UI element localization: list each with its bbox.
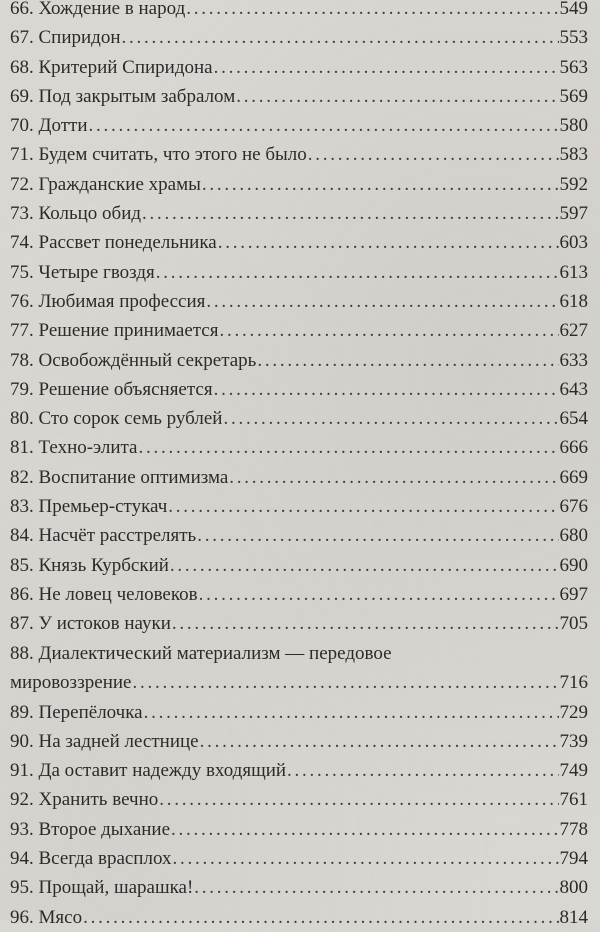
toc-entry-82 [10, 463, 588, 492]
toc-entry-page: 643 [559, 378, 588, 400]
toc-entry-text: Техно-элита [38, 437, 138, 459]
toc-entry-text: У истоков науки [38, 613, 171, 635]
toc-entry-page: 654 [559, 408, 588, 430]
toc-entry-text: Любимая профессия [38, 290, 206, 312]
toc-entry-line [10, 580, 588, 609]
toc-entry-92 [10, 785, 588, 814]
toc-dot-leader [308, 140, 559, 169]
toc-entry-line [10, 0, 588, 23]
toc-entry-title [10, 521, 196, 550]
toc-entry-number: 83. [10, 496, 34, 518]
toc-entry-line [10, 375, 588, 404]
toc-entry-text-line1: Диалектический материализм — передовое [38, 642, 392, 664]
toc-dot-leader [139, 433, 559, 462]
toc-entry-text: Решение принимается [38, 320, 219, 342]
toc-entry-number: 91. [10, 760, 34, 782]
toc-entry-line [10, 815, 588, 844]
toc-entry-text: Второе дыхание [38, 818, 171, 840]
toc-entry-number: 87. [10, 613, 34, 635]
toc-entry-text: Дотти [38, 115, 88, 137]
toc-entry-text: Премьер-стукач [38, 496, 168, 518]
toc-dot-leader [83, 903, 558, 932]
toc-entry-79 [10, 375, 588, 404]
toc-entry-66 [10, 0, 588, 23]
toc-entry-text: Будем считать, что этого не было [38, 144, 307, 166]
toc-entry-line [10, 346, 588, 375]
toc-entry-title [10, 580, 198, 609]
toc-entry-title [10, 375, 213, 404]
toc-entry-page: 697 [559, 583, 588, 605]
toc-entry-70 [10, 111, 588, 140]
toc-entry-title [10, 815, 170, 844]
toc-entry-74 [10, 228, 588, 257]
toc-entry-title [10, 698, 143, 727]
toc-dot-leader [142, 199, 558, 228]
toc-entry-line [10, 756, 588, 785]
toc-dot-leader [236, 82, 558, 111]
toc-dot-leader [214, 375, 559, 404]
toc-entry-number: 85. [10, 554, 34, 576]
toc-entry-title [10, 609, 171, 638]
toc-entry-title [10, 346, 256, 375]
toc-entry-88 [10, 639, 588, 698]
toc-entry-text: Хождение в народ [38, 0, 186, 19]
toc-dot-leader [194, 873, 558, 902]
toc-entry-text: Решение объясняется [38, 378, 213, 400]
toc-entry-67 [10, 23, 588, 52]
toc-entry-page: 749 [559, 760, 588, 782]
toc-dot-leader [206, 287, 558, 316]
toc-entry-line [10, 404, 588, 433]
toc-dot-leader [168, 492, 558, 521]
toc-dot-leader [186, 0, 558, 23]
toc-entry-line [10, 551, 588, 580]
toc-entry-title [10, 287, 205, 316]
toc-entry-page: 603 [559, 232, 588, 254]
toc-entry-number: 69. [10, 85, 34, 107]
toc-entry-title [10, 844, 171, 873]
toc-entry-number: 78. [10, 349, 34, 371]
toc-dot-leader [214, 53, 559, 82]
toc-entry-page: 716 [559, 671, 588, 693]
toc-entry-line [10, 140, 588, 169]
toc-entry-81 [10, 433, 588, 462]
toc-entry-line [10, 111, 588, 140]
toc-entry-line [10, 785, 588, 814]
toc-entry-96 [10, 903, 588, 932]
toc-entry-line [10, 903, 588, 932]
toc-entry-line [10, 463, 588, 492]
toc-dot-leader [218, 228, 559, 257]
toc-entry-line [10, 668, 588, 697]
toc-dot-leader [200, 727, 559, 756]
toc-entry-line [10, 844, 588, 873]
toc-entry-text: Воспитание оптимизма [38, 466, 229, 488]
toc-entry-page: 778 [559, 818, 588, 840]
toc-entry-77 [10, 316, 588, 345]
toc-entry-page: 680 [559, 525, 588, 547]
toc-entry-title [10, 170, 201, 199]
toc-entry-83 [10, 492, 588, 521]
toc-entry-page: 669 [559, 466, 588, 488]
toc-entry-line [10, 609, 588, 638]
toc-entry-number: 70. [10, 115, 34, 137]
toc-entry-line [10, 492, 588, 521]
toc-entry-title [10, 199, 141, 228]
toc-entry-title [10, 785, 158, 814]
toc-dot-leader [199, 580, 559, 609]
toc-entry-line [10, 521, 588, 550]
toc-entry-title [10, 433, 138, 462]
toc-entry-73 [10, 199, 588, 228]
toc-entry-number: 94. [10, 848, 34, 870]
toc-entry-text: Сто сорок семь рублей [38, 408, 223, 430]
toc-entry-91 [10, 756, 588, 785]
toc-dot-leader [219, 316, 558, 345]
toc-entry-title [10, 23, 121, 52]
toc-entry-number: 72. [10, 173, 34, 195]
toc-entry-89 [10, 698, 588, 727]
toc-entry-number: 71. [10, 144, 34, 166]
toc-entry-title [10, 551, 169, 580]
toc-entry-text: Под закрытым забралом [38, 85, 236, 107]
toc-entry-94 [10, 844, 588, 873]
toc-entry-number: 89. [10, 701, 34, 723]
toc-entry-86 [10, 580, 588, 609]
toc-entry-title [10, 82, 235, 111]
toc-entry-95 [10, 873, 588, 902]
toc-entry-number: 84. [10, 525, 34, 547]
toc-entry-line [10, 698, 588, 727]
toc-entry-title [10, 463, 228, 492]
toc-entry-text: Гражданские храмы [38, 173, 201, 195]
toc-entry-number: 95. [10, 877, 34, 899]
toc-entry-line [10, 23, 588, 52]
toc-entry-93 [10, 815, 588, 844]
toc-dot-leader [170, 551, 559, 580]
toc-entry-first-line [10, 639, 588, 668]
toc-entry-text: Хранить вечно [38, 789, 159, 811]
toc-entry-number: 79. [10, 378, 34, 400]
toc-entry-line [10, 170, 588, 199]
toc-entry-90 [10, 727, 588, 756]
toc-entry-68 [10, 53, 588, 82]
toc-entry-page: 690 [559, 554, 588, 576]
toc-entry-line [10, 258, 588, 287]
toc-entry-number: 93. [10, 818, 34, 840]
toc-entry-page: 618 [559, 290, 588, 312]
toc-entry-75 [10, 258, 588, 287]
toc-entry-page: 613 [559, 261, 588, 283]
toc-dot-leader [172, 844, 558, 873]
toc-entry-page: 569 [559, 85, 588, 107]
toc-dot-leader [172, 609, 559, 638]
toc-entry-title [10, 111, 87, 140]
toc-entry-line [10, 82, 588, 111]
toc-entry-page: 592 [559, 173, 588, 195]
toc-entry-title [10, 404, 222, 433]
toc-entry-number: 82. [10, 466, 34, 488]
toc-entry-page: 563 [559, 56, 588, 78]
toc-entry-page: 633 [559, 349, 588, 371]
toc-entry-number: 88. [10, 642, 34, 664]
toc-entry-page: 729 [559, 701, 588, 723]
toc-entry-number: 86. [10, 583, 34, 605]
toc-entry-number: 81. [10, 437, 34, 459]
toc-entry-number: 90. [10, 730, 34, 752]
toc-entry-title: мировоззрение [10, 671, 132, 693]
toc-dot-leader [202, 170, 559, 199]
toc-entry-page: 800 [559, 877, 588, 899]
toc-dot-leader [223, 404, 558, 433]
toc-dot-leader [122, 23, 559, 52]
toc-entry-title [10, 873, 193, 902]
toc-entry-number: 68. [10, 56, 34, 78]
toc-dot-leader [156, 258, 559, 287]
toc-entry-text: Кольцо обид [38, 203, 142, 225]
toc-entry-number: 67. [10, 27, 34, 49]
toc-entry-text: Освобождённый секретарь [38, 349, 257, 371]
toc-entry-text: Не ловец человеков [38, 583, 198, 605]
toc-entry-69 [10, 82, 588, 111]
toc-entry-text: Всегда врасплох [38, 848, 172, 870]
toc-entry-number: 76. [10, 290, 34, 312]
toc-dot-leader [144, 698, 559, 727]
toc-entry-page: 597 [559, 203, 588, 225]
toc-entry-78 [10, 346, 588, 375]
toc-entry-page: 583 [559, 144, 588, 166]
toc-entry-page: 794 [559, 848, 588, 870]
toc-entry-number: 96. [10, 906, 34, 928]
toc-entry-number: 77. [10, 320, 34, 342]
toc-entry-page: 549 [559, 0, 588, 19]
toc-dot-leader [287, 756, 558, 785]
toc-entry-text: Критерий Спиридона [38, 56, 213, 78]
toc-entry-87 [10, 609, 588, 638]
toc-entry-text: Мясо [38, 906, 83, 928]
toc-entry-71 [10, 140, 588, 169]
toc-entry-number: 80. [10, 408, 34, 430]
toc-entry-page: 761 [559, 789, 588, 811]
toc-entry-title [10, 228, 217, 257]
toc-entry-line [10, 287, 588, 316]
toc-entry-title [10, 0, 185, 23]
toc-entry-text: Насчёт расстрелять [38, 525, 197, 547]
toc-entry-80 [10, 404, 588, 433]
toc-entry-text: Прощай, шарашка! [38, 877, 194, 899]
toc-dot-leader [159, 785, 558, 814]
toc-entry-page: 814 [559, 906, 588, 928]
toc-entry-number: 75. [10, 261, 34, 283]
toc-entry-number: 73. [10, 203, 34, 225]
toc-entry-page: 676 [559, 496, 588, 518]
toc-dot-leader [229, 463, 558, 492]
toc-entry-page: 553 [559, 27, 588, 49]
toc-entry-title [10, 316, 218, 345]
toc-entry-title [10, 140, 307, 169]
toc-entry-title [10, 727, 199, 756]
toc-entry-title [10, 756, 286, 785]
toc-entry-line [10, 873, 588, 902]
toc-entry-text: Перепёлочка [38, 701, 143, 723]
toc-entry-85 [10, 551, 588, 580]
toc-entry-number: 92. [10, 789, 34, 811]
toc-entry-72 [10, 170, 588, 199]
toc-entry-page: 705 [559, 613, 588, 635]
toc-entry-page: 627 [559, 320, 588, 342]
toc-entry-text: Четыре гвоздя [38, 261, 155, 283]
toc-entry-text: На задней лестнице [38, 730, 199, 752]
toc-entry-line [10, 53, 588, 82]
toc-entry-page: 666 [559, 437, 588, 459]
toc-dot-leader [257, 346, 558, 375]
toc-entry-line [10, 433, 588, 462]
toc-entry-title [10, 258, 155, 287]
toc-entry-title [10, 903, 82, 932]
toc-entry-number: 66. [10, 0, 34, 19]
toc-entry-page: 580 [559, 115, 588, 137]
toc-entry-line [10, 228, 588, 257]
toc-entry-number: 74. [10, 232, 34, 254]
toc-entry-text: Рассвет понедельника [38, 232, 217, 254]
toc-entry-text: Спиридон [38, 27, 121, 49]
toc-entry-line [10, 727, 588, 756]
toc-entry-76 [10, 287, 588, 316]
toc-entry-line [10, 199, 588, 228]
toc-dot-leader [88, 111, 558, 140]
toc-entry-84 [10, 521, 588, 550]
toc-dot-leader [132, 668, 558, 697]
toc-dot-leader [197, 521, 558, 550]
toc-dot-leader [171, 815, 558, 844]
toc-entry-title [10, 492, 167, 521]
toc-entry-text: Да оставит надежду входящий [38, 760, 287, 782]
toc-entry-page: 739 [559, 730, 588, 752]
toc-entry-line [10, 316, 588, 345]
toc-entry-text: Князь Курбский [38, 554, 169, 576]
toc-entry-title [10, 53, 213, 82]
